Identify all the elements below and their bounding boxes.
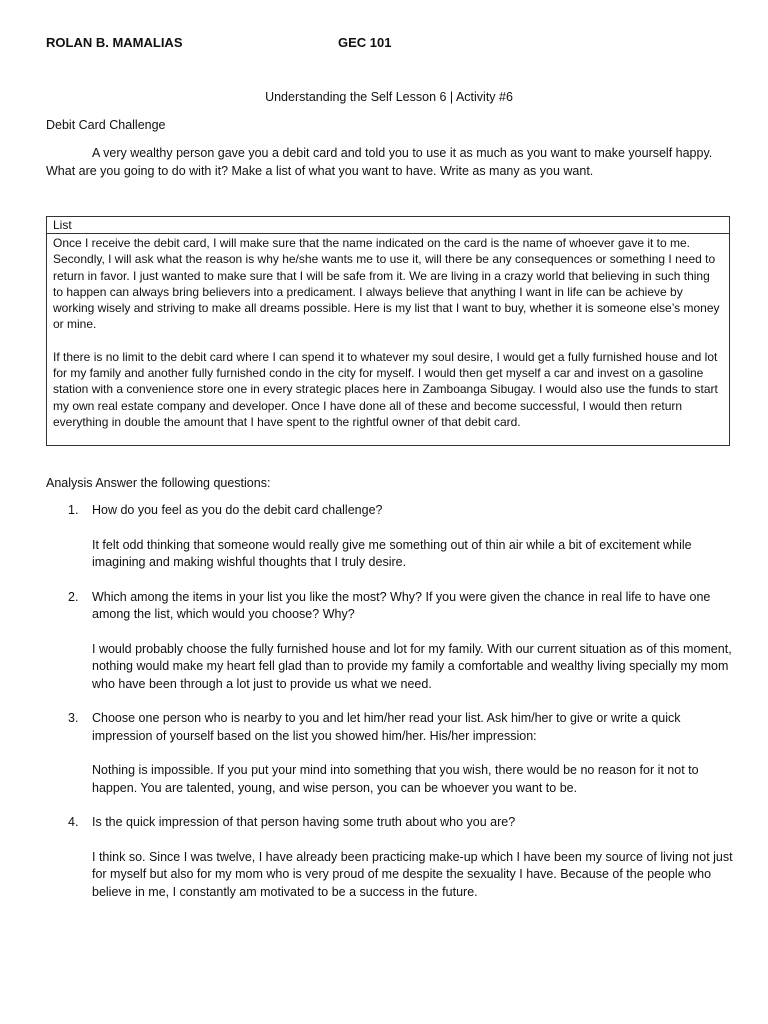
list-paragraph: Once I receive the debit card, I will make sure that the name indicated on the card is the name of whoever gave it to me. Secondly, I will ask what the reason is why he/she wants me to use it, will there be any consequences or something I need to return in favor. I just wanted to make sure that I will be safe from it. We are living in a crazy world that believing in such thing to happen can always bring believers into a predicament. I always believe that anything I want in life can be achieve by working wisely and striving to make all dreams possible. Here is my list that I want to buy, whether it is someone else’s money or mine. xyxy=(53,236,720,332)
answer-text: I would probably choose the fully furnished house and lot for my family. With our current situation as of this moment, nothing would make my heart fell glad than to provide my family a comfortable and wealthy living specially my mom who have been through a lot just to provide us what we need. xyxy=(92,641,732,691)
list-paragraph: If there is no limit to the debit card where I can spend it to whatever my soul desire, I would get a fully furnished house and lot for my family and another fully furnished condo in the city for myself. I would then get myself a car and invest on a gasoline station with a convenience store one in every strategic places here in Zamboanga Sibugay. I would also use the funds to start my own real estate company and developer. Once I have done all of these and become successful, I would then return everything in double the amount that I have spent to the rightful owner of that debit card. xyxy=(53,349,718,429)
question-list xyxy=(46,502,736,901)
answer-text: Nothing is impossible. If you put your mind into something that you wish, there would be no reason for it not to happen. You are talented, young, and wise person, you can be whoever you want to be. xyxy=(92,763,699,795)
question-text: Which among the items in your list you like the most? Why? If you were given the chance in real life to have one among the list, which would you choose? Why? xyxy=(92,589,711,621)
student-name: ROLAN B. MAMALIAS xyxy=(46,35,183,50)
document-title: Understanding the Self Lesson 6 | Activity #6 xyxy=(265,90,513,104)
question-text: Is the quick impression of that person having some truth about who you are? xyxy=(92,815,516,829)
answer-text: It felt odd thinking that someone would really give me something out of thin air while a bit of excitement while imagining and making wishful thoughts that I truly desire. xyxy=(92,537,692,569)
question-number: 3. xyxy=(68,711,79,725)
question-item xyxy=(46,502,736,572)
list-header: List xyxy=(47,217,729,234)
question-number: 1. xyxy=(68,503,79,517)
course-code: GEC 101 xyxy=(338,35,392,50)
answer-text: I think so. Since I was twelve, I have already been practicing make-up which I have been my source of living not just for myself but also for my mom who is very proud of me despite the sexuality I have. Because of the people who believe in me, I constantly am motivated to be a success in the future. xyxy=(92,849,733,899)
challenge-prompt: A very wealthy person gave you a debit card and told you to use it as much as you want to make yourself happy. What are you going to do with it? Make a list of what you want to have. Write as many as you want. xyxy=(46,146,713,178)
list-table xyxy=(46,216,730,446)
question-text: How do you feel as you do the debit card challenge? xyxy=(92,503,383,517)
question-item xyxy=(46,814,736,901)
question-text: Choose one person who is nearby to you and let him/her read your list. Ask him/her to give or write a quick impression of yourself based on the list you showed him/her. His/her impression: xyxy=(92,711,681,743)
question-item xyxy=(46,589,736,694)
question-item xyxy=(46,710,736,797)
question-number: 2. xyxy=(68,589,79,604)
section-title: Debit Card Challenge xyxy=(46,118,166,132)
analysis-heading: Analysis Answer the following questions: xyxy=(46,476,271,490)
question-number: 4. xyxy=(68,815,79,829)
list-body xyxy=(47,234,729,430)
